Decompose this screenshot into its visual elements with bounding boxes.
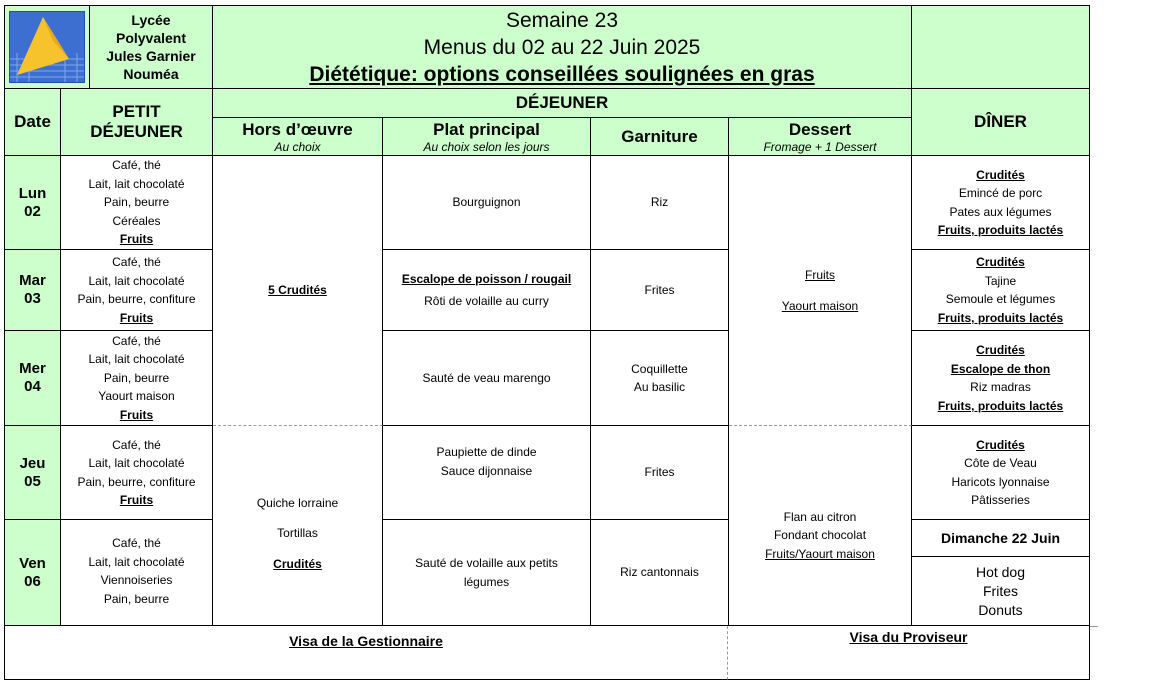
menu-item: Pain, beurre bbox=[103, 370, 170, 385]
diet-note: Diététique: options conseillées soulignées en gras bbox=[309, 62, 815, 86]
dessert-header-label: Dessert bbox=[788, 119, 852, 139]
day-cell-jeu bbox=[5, 426, 61, 520]
side-header bbox=[591, 118, 729, 156]
dinner-cell bbox=[912, 250, 1090, 331]
menu-item-recommended: Fruits bbox=[119, 407, 154, 422]
menu-item-recommended: Crudités bbox=[976, 167, 1025, 182]
menu-item: Tajine bbox=[984, 273, 1017, 288]
menu-item: Lait, lait chocolaté bbox=[88, 554, 185, 569]
breakfast-header bbox=[61, 89, 213, 156]
day-cell-mer bbox=[5, 331, 61, 426]
menu-item: Pain, beurre, confiture bbox=[77, 292, 196, 306]
menu-item: Riz bbox=[650, 195, 669, 210]
menu-item: Riz cantonnais bbox=[620, 565, 699, 580]
dinner-header-label: DÎNER bbox=[974, 112, 1027, 131]
day-number: 04 bbox=[24, 378, 41, 395]
school-line: Nouméa bbox=[123, 66, 179, 82]
menu-item: Rôti de volaille au curry bbox=[424, 293, 549, 308]
sunday-title: Dimanche 22 Juin bbox=[940, 530, 1061, 546]
breakfast-cell bbox=[61, 331, 213, 426]
day-number: 03 bbox=[24, 290, 41, 307]
side-cell bbox=[591, 250, 729, 331]
manager-signature-cell bbox=[5, 626, 728, 680]
date-header-label: Date bbox=[14, 112, 51, 131]
school-line: Lycée bbox=[131, 12, 171, 28]
day-number: 05 bbox=[24, 472, 41, 490]
menu-item: Donuts bbox=[978, 601, 1023, 618]
day-name: Mer bbox=[19, 360, 46, 377]
menu-item-recommended: Fruits bbox=[119, 232, 154, 247]
menu-item: Semoule et légumes bbox=[945, 292, 1056, 306]
starter-header bbox=[213, 118, 383, 156]
menu-item: Côte de Veau bbox=[964, 456, 1037, 470]
school-name bbox=[90, 6, 213, 89]
day-name: Mar bbox=[19, 272, 46, 289]
starter-cell-week2 bbox=[213, 426, 383, 626]
menu-item: Coquillette bbox=[631, 361, 688, 376]
starter-header-sub: Au choix bbox=[274, 139, 321, 154]
sunday-title-cell bbox=[912, 520, 1090, 557]
banner-empty-cell bbox=[912, 6, 1090, 89]
day-number: 02 bbox=[24, 202, 41, 220]
menu-item: Café, thé bbox=[112, 158, 161, 173]
day-name: Ven bbox=[19, 554, 46, 572]
main-cell bbox=[383, 331, 591, 426]
menu-item: Lait, lait chocolaté bbox=[88, 352, 185, 367]
school-line: Jules Garnier bbox=[106, 48, 196, 64]
menu-item-recommended: Crudités bbox=[976, 255, 1025, 269]
dessert-cell-week2 bbox=[729, 426, 912, 626]
menu-item: Pates aux légumes bbox=[949, 204, 1052, 219]
menu-title-block bbox=[213, 6, 912, 89]
menu-item: Frites bbox=[644, 465, 675, 480]
menu-item-recommended: Crudités bbox=[273, 556, 322, 571]
menu-item: Yaourt maison bbox=[98, 389, 175, 404]
day-cell-mar bbox=[5, 250, 61, 331]
side-cell bbox=[591, 520, 729, 626]
breakfast-header-line: DÉJEUNER bbox=[90, 122, 183, 141]
school-line: Polyvalent bbox=[115, 30, 187, 46]
main-header-sub: Au choix selon les jours bbox=[423, 139, 550, 154]
main-cell bbox=[383, 426, 591, 520]
menu-item: Viennoiseries bbox=[100, 573, 173, 587]
menu-item: Fondant chocolat bbox=[773, 528, 867, 543]
menu-item: Café, thé bbox=[112, 255, 161, 269]
menu-item: Paupiette de dinde bbox=[436, 445, 537, 459]
starter-cell-week1 bbox=[213, 156, 383, 426]
menu-item: Café, thé bbox=[112, 536, 161, 550]
menu-item-recommended: Fruits bbox=[119, 493, 154, 507]
main-cell bbox=[383, 156, 591, 250]
menu-item: Hot dog bbox=[975, 563, 1026, 580]
breakfast-header-line: PETIT bbox=[112, 102, 161, 121]
menu-item-recommended: Fruits/Yaourt maison bbox=[765, 546, 875, 561]
period-title: Menus du 02 au 22 Juin 2025 bbox=[423, 35, 701, 59]
menu-item-recommended: Fruits bbox=[805, 268, 835, 282]
menu-item-recommended: Escalope de thon bbox=[950, 361, 1051, 376]
school-logo bbox=[9, 11, 85, 83]
main-cell bbox=[383, 250, 591, 331]
day-cell-ven bbox=[5, 520, 61, 626]
menu-item: Sauté de volaille aux petits bbox=[415, 556, 558, 570]
day-name: Lun bbox=[18, 184, 47, 202]
week-title: Semaine 23 bbox=[505, 8, 619, 32]
menu-item: Riz madras bbox=[970, 380, 1031, 394]
menu-item-recommended: Yaourt maison bbox=[781, 298, 859, 313]
menu-item: Pain, beurre, confiture bbox=[77, 474, 196, 489]
menu-item: Emincé de porc bbox=[958, 186, 1043, 200]
principal-visa-label: Visa du Proviseur bbox=[849, 629, 968, 645]
menu-item: Pain, beurre bbox=[103, 591, 170, 606]
menu-item: Lait, lait chocolaté bbox=[88, 456, 185, 470]
menu-item-recommended: Crudités bbox=[976, 343, 1025, 357]
menu-item: Haricots lyonnaise bbox=[951, 474, 1050, 489]
sunday-menu-cell bbox=[912, 557, 1090, 626]
dinner-cell bbox=[912, 426, 1090, 520]
date-header bbox=[5, 89, 61, 156]
side-cell bbox=[591, 331, 729, 426]
starter-header-label: Hors d’œuvre bbox=[242, 119, 353, 139]
menu-item: Sauce dijonnaise bbox=[440, 463, 533, 478]
breakfast-cell bbox=[61, 520, 213, 626]
menu-item: Frites bbox=[983, 582, 1018, 599]
dessert-header bbox=[729, 118, 912, 156]
menu-item: Sauté de veau marengo bbox=[422, 370, 551, 385]
side-header-label: Garniture bbox=[621, 126, 698, 146]
breakfast-cell bbox=[61, 156, 213, 250]
menu-item: Pain, beurre bbox=[103, 195, 170, 210]
school-logo-cell bbox=[5, 6, 90, 89]
menu-item: Lait, lait chocolaté bbox=[88, 273, 185, 288]
day-name: Jeu bbox=[19, 454, 46, 472]
menu-item-recommended: Fruits bbox=[119, 310, 154, 325]
main-cell bbox=[383, 520, 591, 626]
lunch-header-label: DÉJEUNER bbox=[515, 93, 609, 112]
menu-item-recommended: Fruits, produits lactés bbox=[937, 310, 1064, 325]
day-cell-lun bbox=[5, 156, 61, 250]
main-header-label: Plat principal bbox=[433, 119, 540, 139]
dinner-cell bbox=[912, 156, 1090, 250]
menu-item-recommended: Fruits, produits lactés bbox=[937, 223, 1064, 237]
main-header bbox=[383, 118, 591, 156]
menu-item: Céréales bbox=[112, 213, 161, 228]
menu-item: Flan au citron bbox=[783, 509, 857, 524]
menu-item: Lait, lait chocolaté bbox=[88, 176, 185, 191]
menu-item: Tortillas bbox=[277, 526, 318, 541]
menu-item: Quiche lorraine bbox=[256, 495, 339, 510]
lunch-header bbox=[213, 89, 912, 118]
menu-item-recommended: Fruits, produits lactés bbox=[937, 398, 1064, 413]
manager-visa-label: Visa de la Gestionnaire bbox=[289, 633, 443, 649]
dessert-header-sub: Fromage + 1 Dessert bbox=[763, 139, 877, 154]
dessert-cell-week1 bbox=[729, 156, 912, 426]
menu-item: Café, thé bbox=[112, 437, 161, 452]
menu-item-recommended: 5 Crudités bbox=[268, 283, 327, 298]
menu-item-recommended: Crudités bbox=[976, 437, 1025, 452]
principal-signature-cell bbox=[728, 626, 1090, 680]
side-cell bbox=[591, 426, 729, 520]
breakfast-cell bbox=[61, 250, 213, 331]
menu-item: légumes bbox=[463, 574, 510, 589]
menu-item-recommended: Escalope de poisson / rougail bbox=[401, 272, 572, 286]
menu-item: Au basilic bbox=[633, 380, 686, 394]
menu-item: Bourguignon bbox=[452, 195, 521, 210]
day-number: 06 bbox=[24, 572, 41, 590]
side-cell bbox=[591, 156, 729, 250]
menu-item: Frites bbox=[644, 282, 675, 297]
breakfast-cell bbox=[61, 426, 213, 520]
dinner-cell bbox=[912, 331, 1090, 426]
menu-item: Café, thé bbox=[112, 333, 161, 348]
divider bbox=[1090, 626, 1098, 627]
menu-item: Pâtisseries bbox=[971, 493, 1030, 507]
dinner-header bbox=[912, 89, 1090, 156]
